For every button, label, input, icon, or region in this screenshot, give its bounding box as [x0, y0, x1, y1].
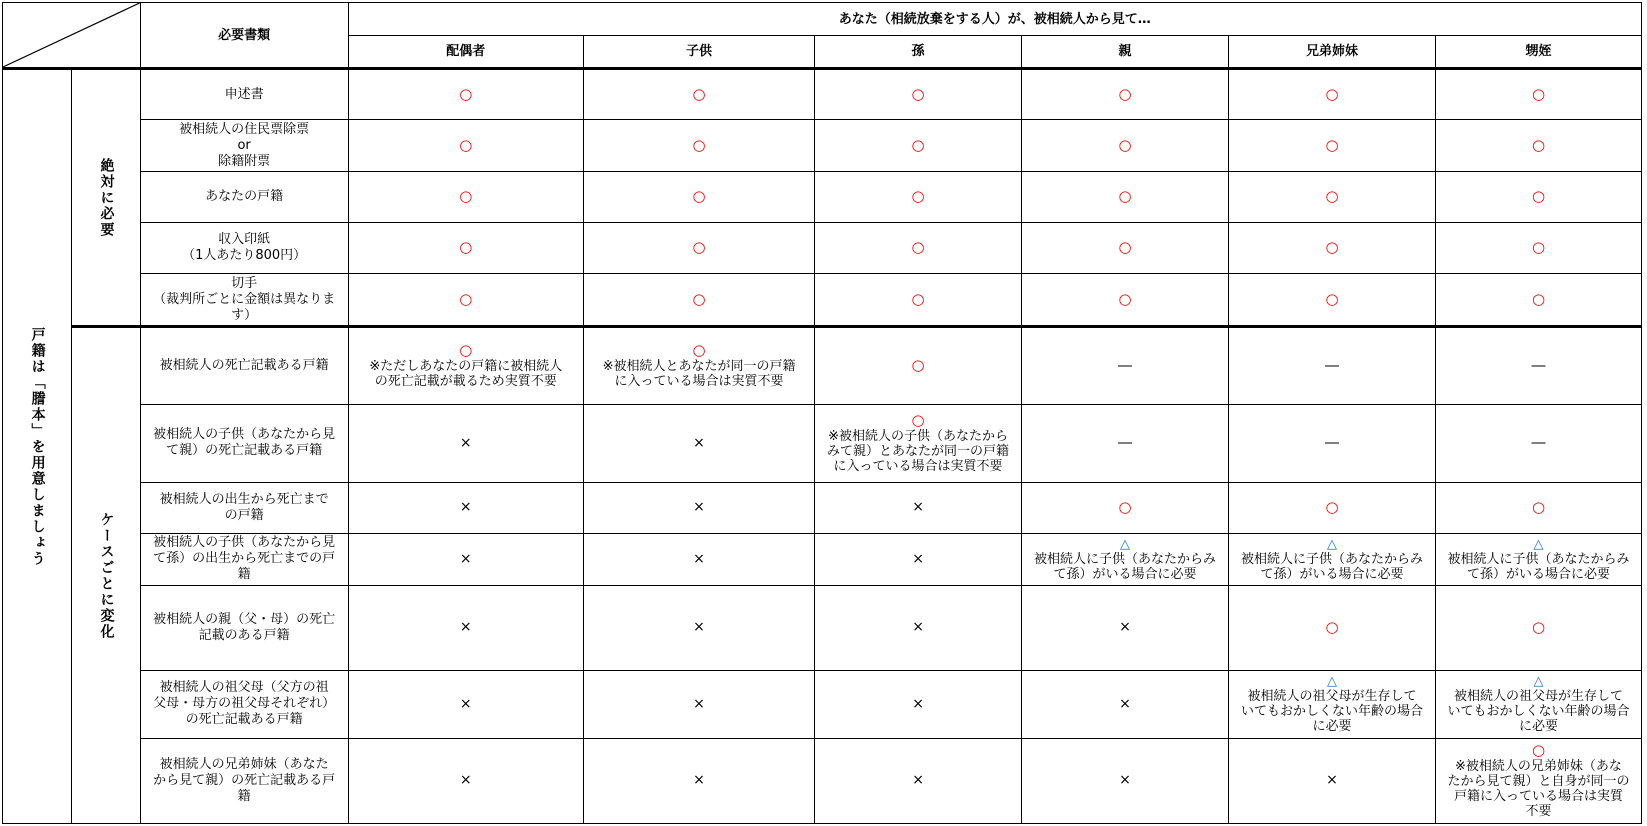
requirement-mark: ×	[459, 434, 472, 451]
requirement-cell-grandchild	[815, 533, 1022, 585]
requirement-cell-spouse	[348, 223, 583, 274]
requirement-cell-nephew-niece	[1435, 670, 1641, 738]
requirement-cell-nephew-niece	[1435, 738, 1641, 823]
requirement-mark: ○	[459, 135, 473, 154]
table-row	[3, 670, 1642, 738]
column-header-sibling: 兄弟姉妹	[1229, 36, 1436, 69]
requirement-cell-nephew-niece	[1435, 120, 1641, 172]
requirement-cell-nephew-niece	[1435, 223, 1641, 274]
required-documents-table	[2, 2, 1642, 824]
table-row	[3, 404, 1642, 482]
requirement-cell-nephew-niece	[1435, 585, 1641, 670]
requirement-mark: ○	[459, 187, 473, 206]
requirement-mark: △	[1533, 536, 1544, 552]
requirement-cell-grandchild	[815, 69, 1022, 120]
requirement-mark: ○	[1531, 135, 1546, 154]
requirement-cell-nephew-niece	[1435, 69, 1641, 120]
table-row	[3, 533, 1642, 585]
requirement-cell-child	[583, 533, 814, 585]
requirement-mark: ×	[459, 550, 472, 567]
document-name: あなたの戸籍	[140, 172, 348, 223]
requirement-note: 被相続人に子供（あなたからみ て孫）がいる場合に必要	[1034, 551, 1217, 582]
requirement-mark: ×	[693, 619, 705, 636]
requirement-mark: ○	[1531, 187, 1546, 206]
requirement-mark: ○	[692, 238, 706, 257]
requirement-mark: ―	[1531, 434, 1546, 451]
requirement-mark: ×	[912, 550, 924, 567]
requirement-note: ※被相続人の兄弟姉妹（あな たから見て親）と自身が同一の 戸籍に入っている場合は実質 不要	[1447, 758, 1630, 819]
requirement-cell-grandchild	[815, 274, 1022, 327]
requirement-cell-sibling	[1229, 670, 1436, 738]
requirement-cell-parent	[1022, 482, 1229, 533]
corner-diagonal-cell	[3, 3, 141, 69]
column-header-spouse: 配偶者	[348, 36, 583, 69]
requirement-mark: ○	[459, 238, 473, 257]
requirement-cell-child	[583, 482, 814, 533]
requirement-cell-grandchild	[815, 223, 1022, 274]
requirement-mark: △	[1533, 674, 1544, 690]
requirement-cell-parent	[1022, 172, 1229, 223]
requirement-cell-nephew-niece	[1435, 274, 1641, 327]
requirement-note: ※ただしあなたの戸籍に被相続人 の死亡記載が載るため実質不要	[369, 359, 563, 390]
requirement-cell-nephew-niece	[1435, 482, 1641, 533]
requirement-cell-child	[583, 738, 814, 823]
requirement-mark: ○	[911, 84, 925, 103]
requirement-mark: ○	[1118, 289, 1132, 308]
requirement-cell-nephew-niece	[1435, 327, 1641, 405]
requirement-mark: △	[1120, 536, 1131, 552]
requirement-cell-child	[583, 327, 814, 405]
requirement-note: 被相続人の祖父母が生存して いてもおかしくない年齢の場合 に必要	[1240, 689, 1423, 735]
requirement-mark: ○	[911, 135, 925, 154]
requirement-mark: ○	[1118, 135, 1132, 154]
requirement-mark: ×	[693, 499, 705, 516]
requirement-cell-sibling	[1229, 585, 1436, 670]
table-row	[3, 482, 1642, 533]
requirement-cell-parent	[1022, 670, 1229, 738]
table-row	[3, 327, 1642, 405]
requirement-mark: ―	[1118, 357, 1133, 374]
requirement-mark: ○	[911, 289, 925, 308]
requirement-cell-child	[583, 274, 814, 327]
requirement-mark: ×	[1326, 772, 1338, 789]
column-header-nephew-niece: 甥姪	[1435, 36, 1641, 69]
requirement-mark: ―	[1531, 357, 1546, 374]
requirement-mark: ○	[1325, 617, 1339, 636]
requirement-cell-nephew-niece	[1435, 172, 1641, 223]
requirement-mark: ×	[912, 695, 924, 712]
requirement-cell-sibling	[1229, 274, 1436, 327]
requirement-cell-child	[583, 120, 814, 172]
column-header-grandchild: 孫	[815, 36, 1022, 69]
requirement-cell-sibling	[1229, 172, 1436, 223]
requirement-mark: ○	[1531, 289, 1546, 308]
requirement-cell-parent	[1022, 69, 1229, 120]
column-header-parent: 親	[1022, 36, 1229, 69]
requirement-mark: ○	[1325, 497, 1339, 516]
requirement-mark: ○	[1325, 187, 1339, 206]
requirement-mark: ×	[459, 619, 472, 636]
requirement-mark: ○	[1118, 187, 1132, 206]
requirement-mark: ×	[693, 772, 705, 789]
requirement-cell-sibling	[1229, 533, 1436, 585]
document-name: 切手 （裁判所ごとに金額は異なりま す）	[140, 274, 348, 327]
requirement-cell-sibling	[1229, 69, 1436, 120]
requirement-cell-child	[583, 69, 814, 120]
requirement-note: ※被相続人とあなたが同一の戸籍 に入っている場合は実質不要	[602, 359, 796, 390]
requirement-cell-parent	[1022, 533, 1229, 585]
document-name: 被相続人の出生から死亡まで の戸籍	[140, 482, 348, 533]
requirement-cell-spouse	[348, 172, 583, 223]
requirement-mark: ○	[1118, 238, 1132, 257]
requirement-mark: ×	[693, 695, 705, 712]
requirement-cell-child	[583, 404, 814, 482]
requirement-mark: ×	[912, 772, 924, 789]
requirement-mark: ×	[459, 695, 472, 712]
requirement-mark: ○	[1118, 497, 1132, 516]
group-label-cell	[72, 327, 140, 824]
requirement-mark: ○	[692, 84, 706, 103]
requirement-mark: ○	[1531, 84, 1546, 103]
requirement-mark: ○	[459, 341, 473, 360]
requirement-cell-spouse	[348, 585, 583, 670]
relation-title-header: あなた（相続放棄をする人）が、被相続人から見て…	[348, 3, 1641, 36]
side-label-cell	[3, 69, 72, 824]
requirement-mark: ○	[692, 135, 706, 154]
table-row	[3, 69, 1642, 120]
document-name: 収入印紙 （1人あたり800円）	[140, 223, 348, 274]
requirement-cell-child	[583, 223, 814, 274]
requirement-cell-grandchild	[815, 327, 1022, 405]
group-label-cell	[72, 69, 140, 327]
requirement-note: 被相続人に子供（あなたからみ て孫）がいる場合に必要	[1447, 551, 1630, 582]
requirement-note: 被相続人の祖父母が生存して いてもおかしくない年齢の場合 に必要	[1447, 689, 1630, 735]
docs-header: 必要書類	[140, 3, 348, 69]
requirement-mark: ○	[1531, 238, 1546, 257]
document-name: 被相続人の祖父母（父方の祖 父母・母方の祖父母それぞれ） の死亡記載ある戸籍	[140, 670, 348, 738]
requirement-mark: ○	[911, 238, 925, 257]
requirement-mark: ○	[459, 84, 473, 103]
requirement-mark: ○	[911, 356, 925, 375]
requirement-cell-spouse	[348, 120, 583, 172]
requirement-cell-sibling	[1229, 482, 1436, 533]
requirement-cell-spouse	[348, 404, 583, 482]
requirement-cell-sibling	[1229, 404, 1436, 482]
requirement-cell-grandchild	[815, 172, 1022, 223]
requirement-cell-spouse	[348, 69, 583, 120]
requirement-mark: ○	[1325, 135, 1339, 154]
diagonal-line	[3, 3, 140, 67]
requirement-mark: ○	[1118, 84, 1132, 103]
requirement-mark: ×	[1119, 695, 1131, 712]
requirement-cell-grandchild	[815, 670, 1022, 738]
requirement-cell-nephew-niece	[1435, 533, 1641, 585]
table-row	[3, 274, 1642, 327]
requirement-cell-child	[583, 172, 814, 223]
requirement-cell-child	[583, 585, 814, 670]
requirement-cell-spouse	[348, 670, 583, 738]
requirement-cell-parent	[1022, 223, 1229, 274]
requirement-cell-spouse	[348, 482, 583, 533]
requirement-mark: ○	[911, 410, 925, 429]
requirement-cell-child	[583, 670, 814, 738]
requirement-cell-spouse	[348, 533, 583, 585]
requirement-mark: ○	[1531, 617, 1546, 636]
requirement-mark: ―	[1118, 434, 1133, 451]
requirement-mark: ×	[1119, 619, 1131, 636]
requirement-mark: ×	[912, 619, 924, 636]
requirement-mark: ×	[459, 772, 472, 789]
requirement-cell-parent	[1022, 120, 1229, 172]
requirement-cell-grandchild	[815, 738, 1022, 823]
table-row	[3, 738, 1642, 823]
requirement-cell-parent	[1022, 404, 1229, 482]
document-name: 被相続人の住民票除票 or 除籍附票	[140, 120, 348, 172]
requirement-cell-nephew-niece	[1435, 404, 1641, 482]
requirement-mark: ○	[1531, 497, 1546, 516]
requirement-mark: ×	[693, 550, 705, 567]
requirement-cell-sibling	[1229, 327, 1436, 405]
requirement-mark: ○	[1325, 238, 1339, 257]
requirement-mark: △	[1327, 674, 1337, 690]
table-row	[3, 120, 1642, 172]
requirement-mark: ×	[459, 499, 472, 516]
requirement-mark: ×	[693, 434, 705, 451]
requirement-mark: ―	[1325, 357, 1339, 374]
requirement-cell-parent	[1022, 738, 1229, 823]
document-name: 被相続人の親（父・母）の死亡 記載のある戸籍	[140, 585, 348, 670]
requirement-cell-sibling	[1229, 223, 1436, 274]
requirement-mark: ○	[692, 187, 706, 206]
document-name: 被相続人の死亡記載ある戸籍	[140, 327, 348, 405]
requirement-mark: ○	[911, 187, 925, 206]
side-label: 戸籍は「謄本」を用意しましょう	[29, 326, 46, 567]
requirement-mark: ×	[1119, 772, 1131, 789]
requirement-cell-grandchild	[815, 585, 1022, 670]
table-row	[3, 223, 1642, 274]
requirement-cell-spouse	[348, 738, 583, 823]
requirement-mark: ―	[1325, 434, 1339, 451]
table-row	[3, 172, 1642, 223]
requirement-cell-spouse	[348, 327, 583, 405]
requirement-note: ※被相続人の子供（あなたから みて親）とあなたが同一の戸籍 に入っている場合は実質不要	[827, 428, 1010, 474]
group-label: 絶対に必要	[98, 157, 115, 238]
column-header-child: 子供	[583, 36, 814, 69]
requirement-cell-sibling	[1229, 120, 1436, 172]
requirement-cell-grandchild	[815, 120, 1022, 172]
group-label: ケースごとに変化	[98, 511, 115, 640]
requirement-mark: ×	[912, 499, 924, 516]
document-name: 被相続人の兄弟姉妹（あなた から見て親）の死亡記載ある戸 籍	[140, 738, 348, 823]
requirement-mark: △	[1327, 536, 1337, 552]
requirement-mark: ○	[1325, 84, 1339, 103]
requirement-mark: ○	[459, 289, 473, 308]
requirement-cell-grandchild	[815, 404, 1022, 482]
requirement-mark: ○	[1325, 289, 1339, 308]
requirement-cell-parent	[1022, 327, 1229, 405]
document-name: 被相続人の子供（あなたから見 て親）の死亡記載ある戸籍	[140, 404, 348, 482]
document-name: 被相続人の子供（あなたから見 て孫）の出生から死亡までの戸 籍	[140, 533, 348, 585]
requirement-mark: ○	[1531, 740, 1546, 759]
requirement-mark: ○	[692, 289, 706, 308]
requirement-cell-parent	[1022, 585, 1229, 670]
table-row	[3, 585, 1642, 670]
requirement-cell-spouse	[348, 274, 583, 327]
requirement-cell-sibling	[1229, 738, 1436, 823]
requirement-cell-parent	[1022, 274, 1229, 327]
document-name: 申述書	[140, 69, 348, 120]
requirement-mark: ○	[692, 341, 706, 360]
requirement-note: 被相続人に子供（あなたからみ て孫）がいる場合に必要	[1240, 551, 1423, 582]
requirement-cell-grandchild	[815, 482, 1022, 533]
